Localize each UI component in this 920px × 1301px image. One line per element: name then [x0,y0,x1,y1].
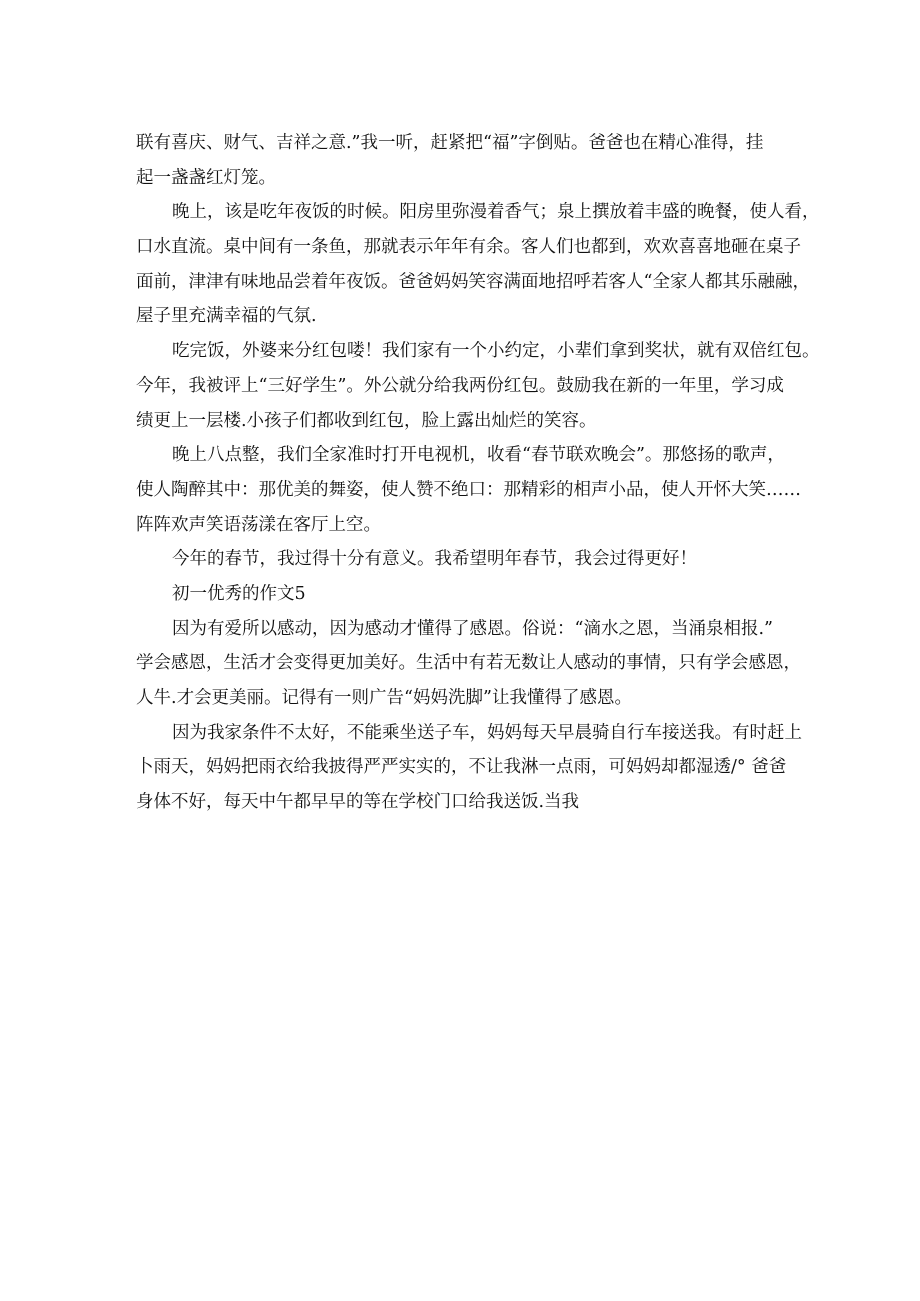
paragraph-start-line: 今年的春节，我过得十分有意义。我希望明年春节，我会过得更好！ [172,549,697,570]
text-line: 学会感恩，生活才会变得更加美好。生活中有若无数让人感动的事情，只有学会感恩， [136,653,801,674]
paragraph-start-line: 吃完饭，外婆来分红包喽！我们家有一个小约定，小辈们拿到奖状，就有双倍红包。 [172,341,820,362]
essay-heading: 初一优秀的作文5 [172,583,306,604]
text-line: 绩更上一层楼.小孩子们都收到红包，脸上露出灿烂的笑容。 [136,410,597,431]
text-line: 屋子里充满幸福的气氛. [136,306,317,327]
paragraph-start-line: 晚上八点整，我们全家准时打开电视机，收看“春节联欢晚会”。那悠扬的歌声， [172,445,785,466]
text-line: 人牛.才会更美丽。记得有一则广告“妈妈洗脚”让我懂得了感恩。 [136,688,632,708]
text-line: 阵阵欢声笑语荡漾在客厅上空。 [136,514,381,535]
text-line: 今年，我被评上“三好学生”。外公就分给我两份红包。鼓励我在新的一年里，学习成 [136,375,784,396]
text-line: 卜雨天，妈妈把雨衣给我披得严严实实的，不让我淋一点雨，可妈妈却都湿透/° 爸爸 [136,757,787,778]
paragraph-start-line: 因为我家条件不太好，不能乘坐送子车，妈妈每天早晨骑自行车接送我。有时赶上 [172,722,802,743]
text-line: 面前，津津有味地品尝着年夜饭。爸爸妈妈笑容满面地招呼若客人“全家人都其乐融融， [136,271,810,292]
paragraph-start-line: 因为有爱所以感动，因为感动才懂得了感恩。俗说：“滴水之恩，当涌泉相报.” [172,618,773,639]
text-line: 联有喜庆、财气、吉祥之意.”我一听，赶紧把“福”字倒贴。爸爸也在精心准得，挂 [136,133,764,153]
paragraph-start-line: 晚上，该是吃年夜饭的时候。阳房里弥漫着香气；泉上撰放着丰盛的晚餐，使人看， [172,202,820,223]
text-line: 起一盏盏红灯笼。 [136,167,276,188]
text-line: 身体不好，每天中午都早早的等在学校门口给我送饭.当我 [136,792,580,813]
essay-body [136,126,820,820]
text-line: 口水直流。桌中间有一条鱼，那就表示年年有余。客人们也都到，欢欢喜喜地砸在桌子 [136,237,801,258]
text-line: 使人陶醉其中：那优美的舞姿，使人赞不绝口：那精彩的相声小品，使人开怀大笑…… [136,479,801,500]
